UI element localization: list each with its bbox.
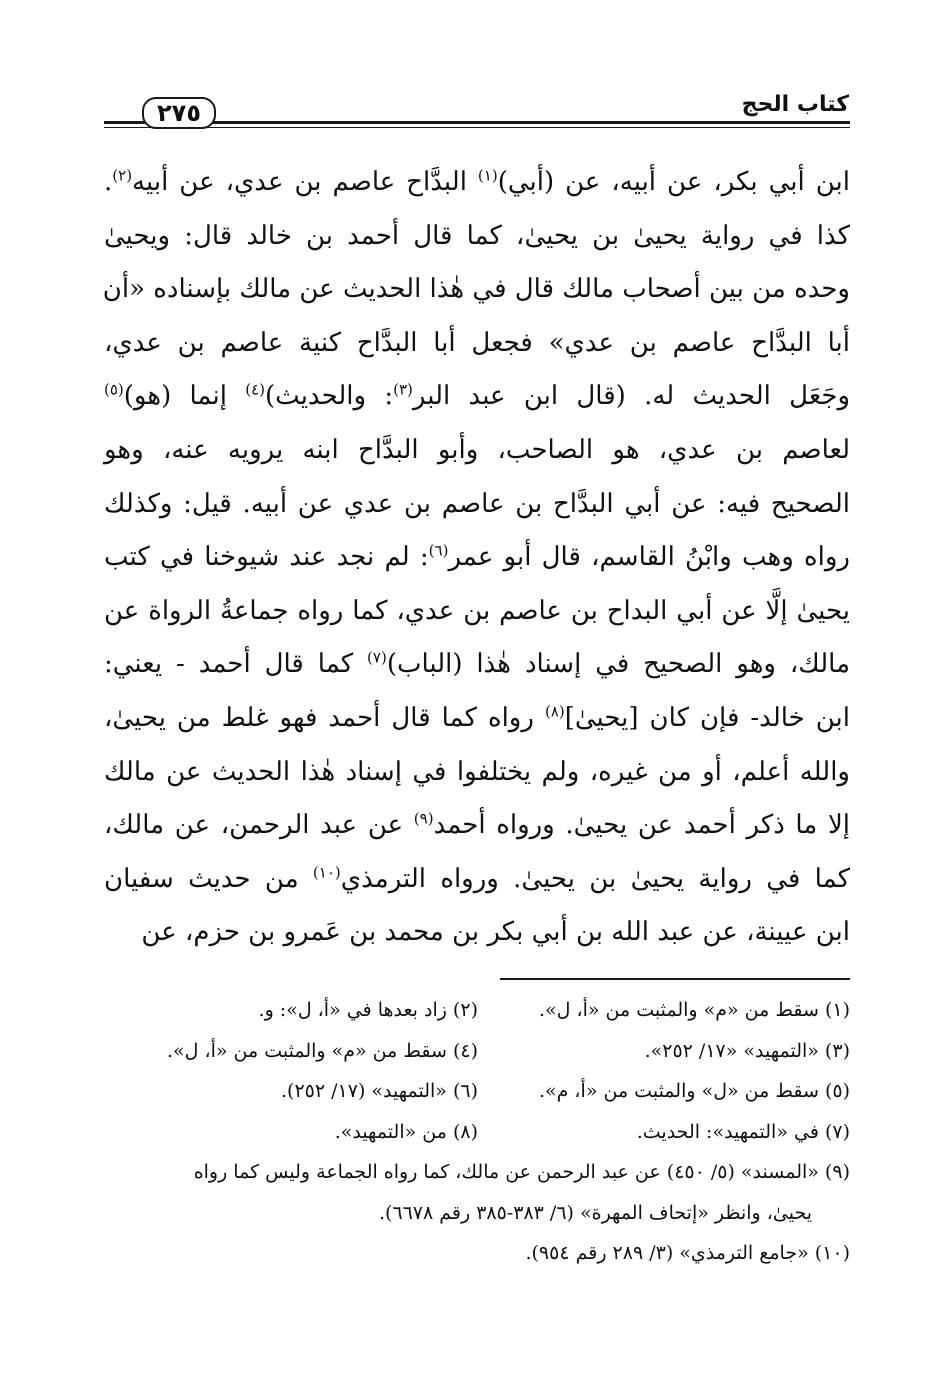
- footnote-7: (٧) في «التمهيد»: الحديث.: [636, 1120, 850, 1143]
- body-line-2: كذا في رواية يحيىٰ بن يحيىٰ، كما قال أحمد بن خالد قال: ويحيىٰ: [104, 220, 850, 251]
- body-line-1: ابن أبي بكر، عن أبيه، عن (أبي)$^{(١)}$ البدَّاح عاصم بن عدي، عن أبيه$^{(٢)}$.: [104, 166, 850, 197]
- body-line-5: وجَعَل الحديث له. (قال ابن عبد البر$^{(٣)}$: والحديث)$^{(٤)}$ إنما (هو)$^{(٥)}$: [104, 380, 851, 412]
- body-line-9: يحيىٰ إلَّا عن أبي البداح بن عاصم بن عدي، كما رواه جماعةُ الرواة عن: [104, 595, 850, 626]
- body-line-4: أبا البدَّاح عاصم بن عدي» فجعل أبا البدَّاح كنية عاصم بن عدي،: [104, 327, 850, 358]
- body-line-14: كما في رواية يحيىٰ بن يحيىٰ. ورواه الترمذي$^{(١٠)}$ من حديث سفيان: [104, 863, 850, 894]
- body-line-11: ابن خالد- فإن كان [يحيىٰ]$^{(٨)}$ رواه كما قال أحمد فهو غلط من يحيىٰ،: [104, 702, 851, 733]
- footnote-row: [104, 1071, 850, 1112]
- footnote-row: [104, 1031, 850, 1072]
- header-rule-thick: [104, 121, 850, 124]
- footnote-row: [104, 1112, 850, 1153]
- footnote-10: (١٠) «جامع الترمذي» (٣/ ٢٨٩ رقم ٩٥٤).: [525, 1242, 850, 1264]
- body-line-10: مالك، وهو الصحيح في إسناد هٰذا (الباب)$^{(٧)}$ كما قال أحمد - يعني:: [104, 648, 850, 680]
- footnote-5: (٥) سقط من «ل» والمثبت من «أ، م».: [538, 1080, 850, 1102]
- footnote-4: (٤) سقط من «م» والمثبت من «أ، ل».: [166, 1039, 478, 1062]
- body-line-13: إلا ما ذكر أحمد عن يحيىٰ. ورواه أحمد$^{(٩)}$ عن عبد الرحمن، عن مالك،: [104, 809, 850, 841]
- footnotes: [104, 990, 850, 1274]
- running-head: كتاب الحج: [734, 91, 849, 119]
- body-line-7: الصحيح فيه: عن أبي البدَّاح بن عاصم بن عدي عن أبيه. قيل: وكذلك: [104, 488, 850, 519]
- footnote-9: (٩) «المسند» (٥/ ٤٥٠) عن عبد الرحمن عن مالك، كما رواه الجماعة وليس كما رواه: [193, 1161, 850, 1183]
- footnote-2: (٢) زاد بعدها في «أ، ل»: و.: [258, 999, 478, 1021]
- body-line-8: رواه وهب وابْنُ القاسم، قال أبو عمر$^{(٦)}$: لم نجد عند شيوخنا في كتب: [104, 541, 850, 573]
- footnote-8: (٨) من «التمهيد».: [334, 1120, 478, 1143]
- header-rule-thin: [104, 127, 850, 128]
- footnote-1: (١) سقط من «م» والمثبت من «أ، ل».: [538, 999, 850, 1021]
- footnote-separator: [500, 978, 850, 980]
- page-number: ٢٧٥: [142, 97, 216, 129]
- body-line-3: وحده من بين أصحاب مالك قال في هٰذا الحديث عن مالك بإسناده «أن: [102, 274, 850, 305]
- body-line-15: ابن عيينة، عن عبد الله بن أبي بكر بن محمد بن عَمرو بن حزم، عن: [141, 917, 850, 948]
- body-line-6: لعاصم بن عدي، هو الصاحب، وأبو البدَّاح ابنه يرويه عنه، وهو: [104, 434, 850, 465]
- footnote-6: (٦) «التمهيد» (١٧/ ٢٥٢).: [281, 1080, 478, 1102]
- body-line-12: والله أعلم، أو من غيره، ولم يختلفوا في إسناد هٰذا الحديث عن مالك: [104, 756, 850, 787]
- footnote-row: [104, 990, 850, 1031]
- body-text: [104, 156, 850, 960]
- footnote-9-continued: يحيىٰ، وانظر «إتحاف المهرة» (٦/ ٣٨٣-٣٨٥ رقم ٦٦٧٨).: [378, 1201, 812, 1224]
- footnote-3: (٣) «التمهيد» «١٧/ ٢٥٢».: [644, 1039, 850, 1062]
